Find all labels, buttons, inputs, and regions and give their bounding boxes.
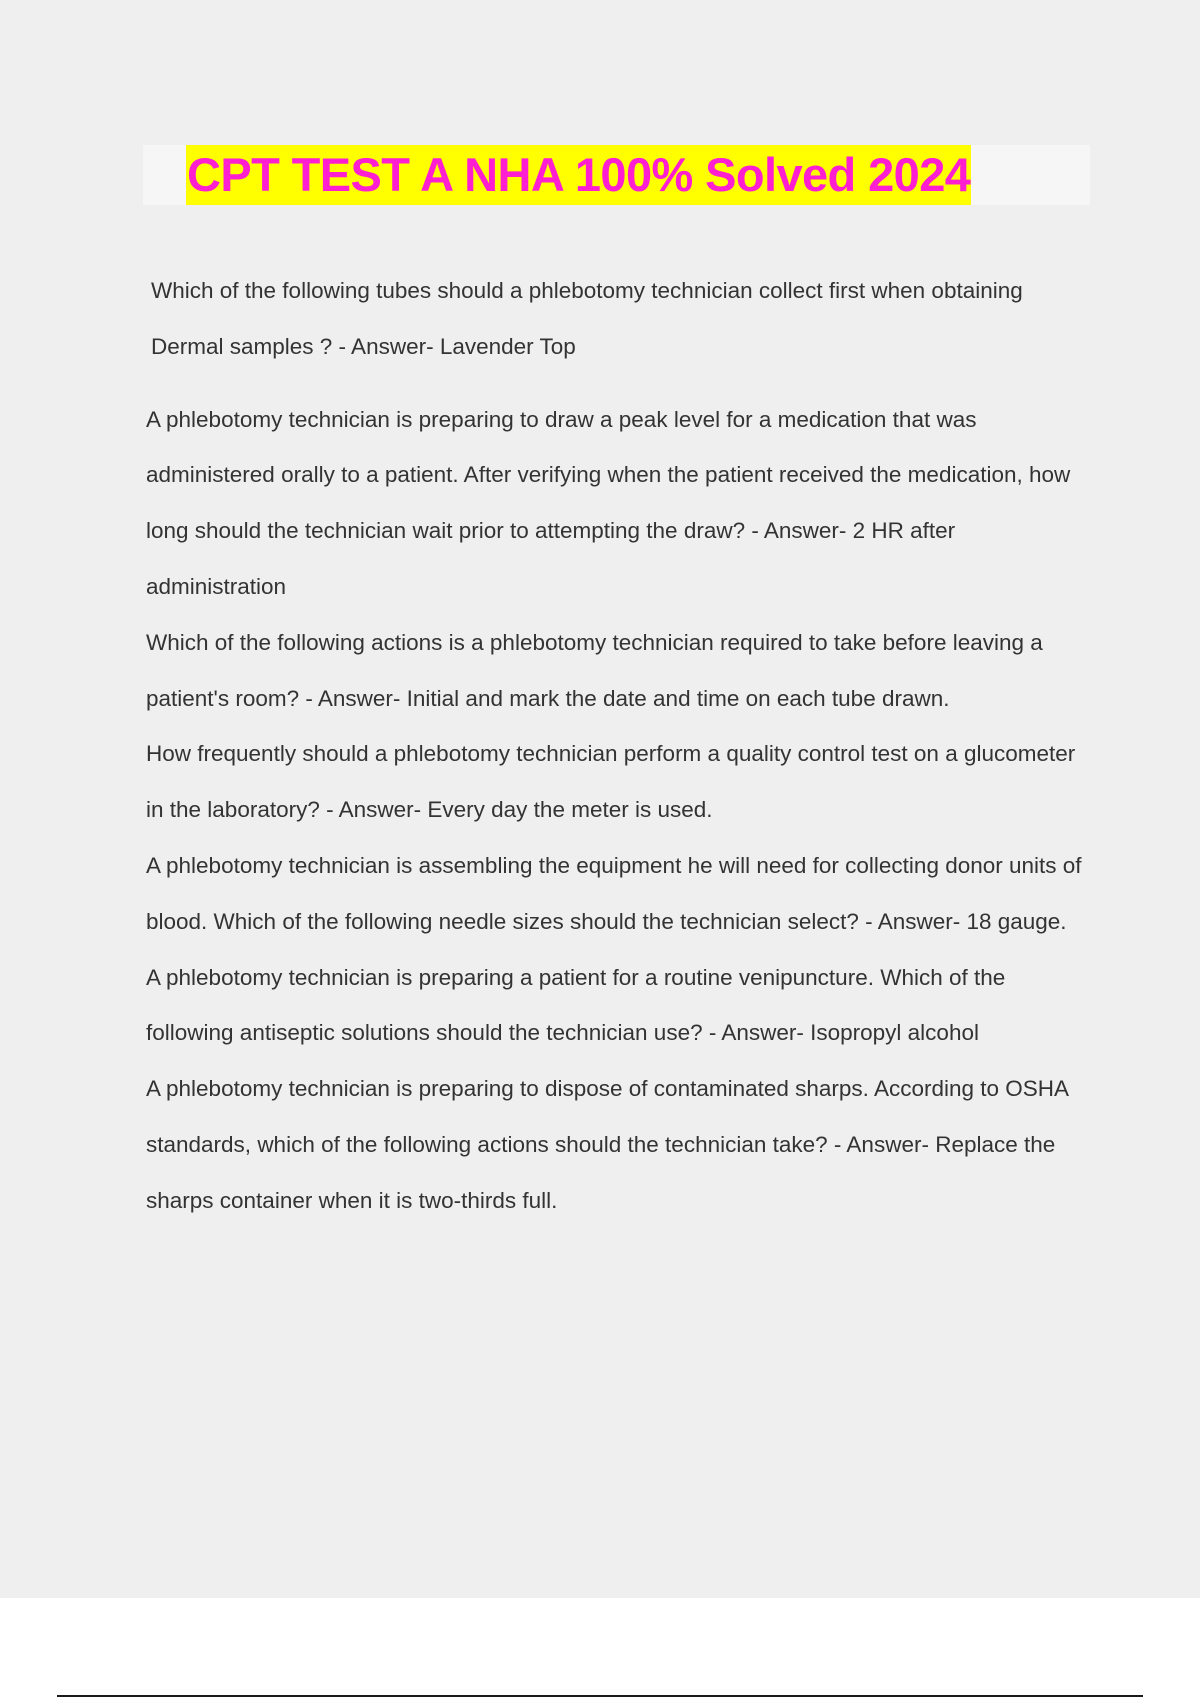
qa-item-2: A phlebotomy technician is preparing to draw a peak level for a medication that was administered orally to a patient. After verifying when the patient received the medication, how long should the technician wait prior to attempting the draw? - Answer- 2 HR after administration — [146, 406, 1071, 599]
qa-item-5: A phlebotomy technician is assembling the equipment he will need for collecting donor units of blood. Which of the following needle sizes should the technician select? - Answer- 18 gauge. — [146, 852, 1082, 934]
qa-item-7: A phlebotomy technician is preparing to dispose of contaminated sharps. According to OSHA standards, which of the following actions should the technician take? - Answer- Replace the sharps container when it is two-thirds full. — [146, 1076, 1068, 1213]
qa-item-6: A phlebotomy technician is preparing a patient for a routine venipuncture. Which of the following antiseptic solutions should the technician use? - Answer- Isopropyl alcohol — [146, 964, 1006, 1046]
document-title: CPT TEST A NHA 100% Solved 2024 — [186, 145, 971, 205]
qa-item-1: Which of the following tubes should a phlebotomy technician collect first when obtaining Dermal samples ? - Answer- Lavender Top — [151, 278, 1023, 359]
qa-item-3: Which of the following actions is a phlebotomy technician required to take before leaving a patient's room? - Answer- Initial and mark the date and time on each tube drawn. — [146, 629, 1043, 711]
qa-list — [146, 263, 1096, 1229]
qa-item-4: How frequently should a phlebotomy technician perform a quality control test on a glucometer in the laboratory? - Answer- Every day the meter is used. — [146, 741, 1076, 823]
footer-divider — [57, 1695, 1143, 1697]
